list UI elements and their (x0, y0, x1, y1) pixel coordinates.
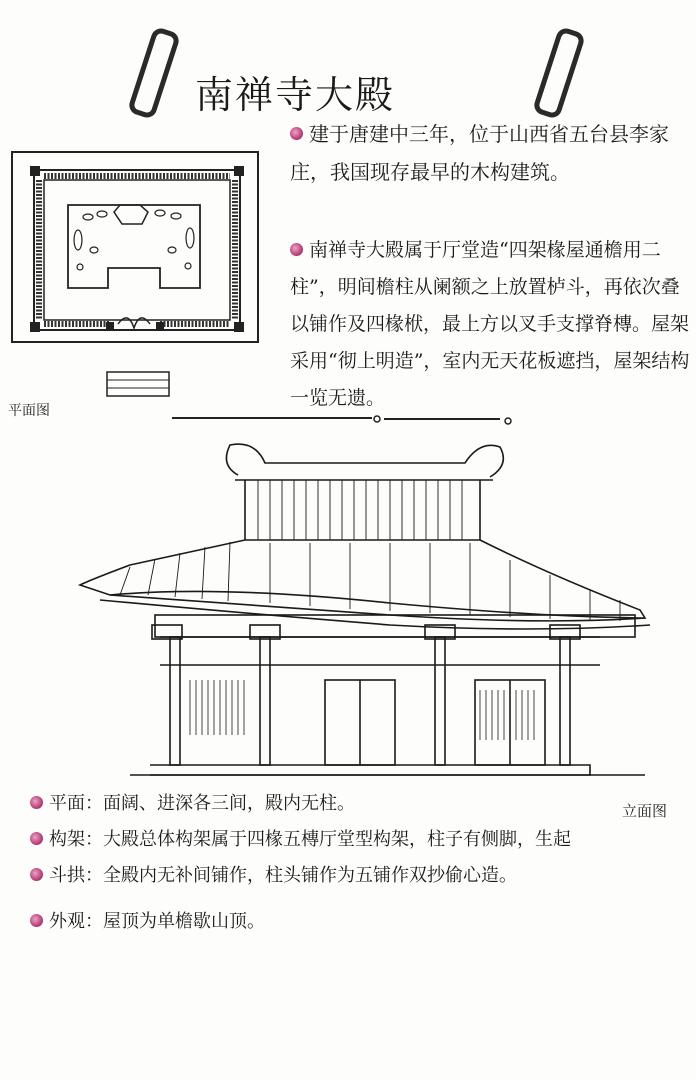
page-title: 南禅寺大殿 (195, 73, 396, 117)
binder-ring-left (127, 26, 181, 120)
note-frame: 构架：大殿总体构架属于四椽五槫厅堂型构架，柱子有侧脚，生起 (30, 828, 696, 852)
notes-list (30, 792, 696, 946)
note-text: 屋顶为单檐歇山顶。 (103, 911, 265, 932)
note-bracket: 斗拱：全殿内无补间铺作，柱头铺作为五铺作双抄偷心造。 (30, 864, 696, 888)
note-text: 大殿总体构架属于四椽五槫厅堂型构架，柱子有侧脚，生起 (103, 829, 571, 850)
intro-text: 建于唐建中三年，位于山西省五台县李家庄，我国现存最早的木构建筑。 (290, 122, 669, 184)
bullet-icon (30, 914, 43, 927)
plan-label: 平面图 (8, 403, 50, 419)
note-text: 面阔、进深各三间，殿内无柱。 (103, 793, 355, 814)
note-label: 平面 (49, 793, 85, 814)
note-label: 外观 (49, 911, 85, 932)
note-text: 全殿内无补间铺作，柱头铺作为五铺作双抄偷心造。 (103, 865, 517, 886)
bullet-icon (30, 832, 43, 845)
elevation-label: 立面图 (622, 802, 668, 820)
note-plan: 平面：面阔、进深各三间，殿内无柱。 (30, 792, 696, 816)
bullet-icon (30, 868, 43, 881)
floor-plan-drawing (10, 150, 260, 400)
bullet-icon (290, 243, 303, 256)
structure-paragraph (290, 232, 690, 417)
note-label: 斗拱 (49, 865, 85, 886)
intro-paragraph (290, 115, 685, 191)
section-divider (172, 410, 522, 430)
bullet-icon (30, 796, 43, 809)
bullet-icon (290, 127, 303, 140)
binder-ring-right (532, 26, 586, 120)
note-appearance: 外观：屋顶为单檐歇山顶。 (30, 910, 696, 934)
elevation-drawing (70, 435, 690, 805)
note-label: 构架 (49, 829, 85, 850)
structure-text: 南禅寺大殿属于厅堂造“四架椽屋通檐用二柱”，明间檐柱从阑额之上放置栌斗，再依次叠以铺作及四椽栿，最上方以叉手支撑脊槫。屋架采用“彻上明造”，室内无天花板遮挡，屋架结构一览无遗。 (290, 239, 690, 409)
